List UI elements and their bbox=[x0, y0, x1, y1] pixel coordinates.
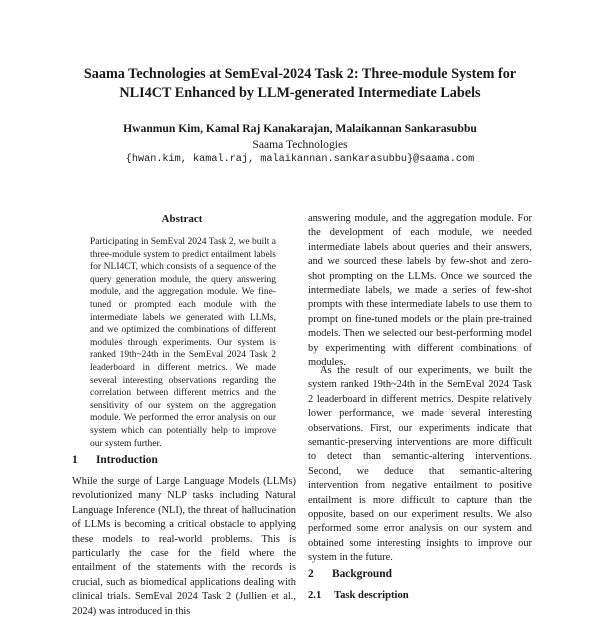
abstract-heading: Abstract bbox=[161, 213, 203, 225]
section-title: Introduction bbox=[96, 454, 158, 466]
right-column-paragraph-1: answering module, and the aggregation module. For the development of each module, we needed intermediate labels about queries and their answers, and we sourced these labels by few-shot and zero-shot prompting on the LLMs. Once we sourced the intermediate labels, we made a series of few-shot prompts with these intermediate labels to use them to prompt on fine-tuned models or the plain pre-trained models. Then we selected our best-performing model by experimenting with different combinations of modules. bbox=[308, 213, 532, 369]
section-number: 1 bbox=[72, 454, 78, 466]
introduction-text: While the surge of Large Language Models (LLMs) revolutionized many NLP tasks including Natural Language Inference (NLI), the threat of hallucination of LLMs is becoming a critical obstacle to applying these models to real-world problems. This is particularly the case for the field where the entailment of the statements with the records is crucial, such as biomedical applications dealing with clinical trials. SemEval 2024 Task 2 (Jullien et al., 2024) was introduced in this bbox=[72, 476, 296, 617]
author-emails: {hwan.kim, kamal.raj, malaikannan.sankarasubbu}@saama.com bbox=[125, 154, 475, 165]
paper-title-line-1: Saama Technologies at SemEval-2024 Task 2: Three-module System for bbox=[83, 66, 517, 82]
section-title: Background bbox=[332, 568, 392, 580]
subsection-number: 2.1 bbox=[308, 590, 322, 601]
abstract-text: Participating in SemEval 2024 Task 2, we built a three-module system to predict entailment labels for NLI4CT, which consists of a sequence of the query generation module, the query answering module, and the aggregation module. We fine-tuned or prompted each module with the intermediate labels we generated with LLMs, and we optimized the combinations of different modules through experiments. Our system is ranked 19th~24th in the SemEval 2024 Task 2 leaderboard in different metrics. We made several interesting observations regarding the correlation between different metrics and the sensitivity of our system on the aggregation module. We performed the error analysis on our system which can potentially help to improve our system further. bbox=[90, 237, 276, 449]
section-heading-introduction bbox=[72, 453, 158, 467]
affiliation: Saama Technologies bbox=[252, 138, 348, 151]
subsection-title: Task description bbox=[334, 590, 409, 601]
section-number: 2 bbox=[308, 568, 314, 580]
author-list: Hwanmun Kim, Kamal Raj Kanakarajan, Malaikannan Sankarasubbu bbox=[123, 122, 477, 135]
section-heading-background bbox=[308, 567, 392, 581]
paper-title bbox=[40, 65, 560, 103]
subsection-heading-task-description bbox=[308, 589, 409, 603]
right-column-paragraph-2: As the result of our experiments, we built the system ranked 19th~24th in the SemEval 2024 Task 2 leaderboard in different metrics. Despite relatively lower performance, we made several interesting observations. First, our experiments indicate that semantic-preserving interventions are more difficult to detect than semantic-altering interventions. Second, we deduce that semantic-altering intervention from negative entailment to positive entailment is more difficult to capture than the opposite, based on our experiment results. We also performed some error analysis on our system and obtained some interesting insights to improve our system in the future. bbox=[308, 365, 532, 564]
paper-title-line-2: NLI4CT Enhanced by LLM-generated Intermediate Labels bbox=[119, 85, 481, 101]
